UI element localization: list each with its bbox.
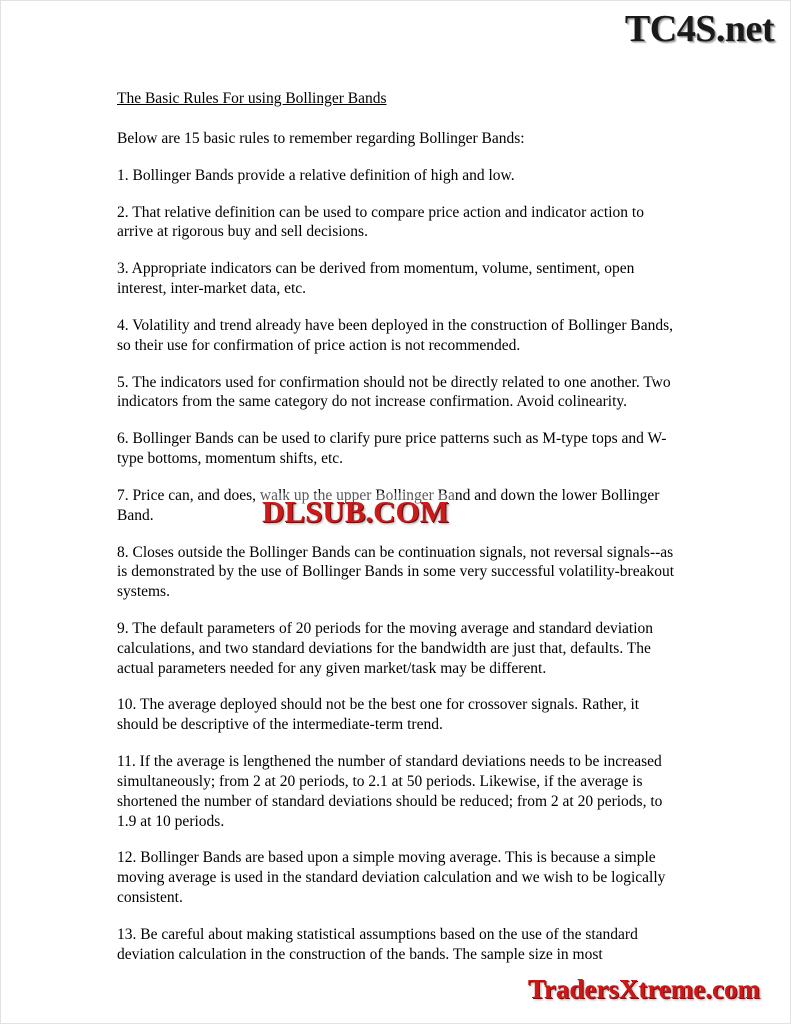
rule-item: 10. The average deployed should not be the best one for crossover signals. Rather, it should be descriptive of the intermediate-term trend. bbox=[117, 696, 640, 734]
rule-item: 7. Price can, and does, walk up the upper Bollinger Band and down the lower Bollinger Band. bbox=[117, 486, 660, 524]
rule-item: 1. Bollinger Bands provide a relative definition of high and low. bbox=[117, 166, 515, 184]
rule-item: 8. Closes outside the Bollinger Bands can be continuation signals, not reversal signals--as is demonstrated by the use of Bollinger Bands in some very successful volatility-breakout systems. bbox=[117, 543, 675, 601]
rule-item: 9. The default parameters of 20 periods for the moving average and standard deviation calculations, and two standard deviations for the bandwidth are just that, defaults. The actual parameters needed for any given market/task may be different. bbox=[117, 620, 653, 677]
tradersxtreme-watermark: TradersXtreme.com bbox=[527, 974, 760, 1004]
rule-item: 2. That relative definition can be used to compare price action and indicator action to arrive at rigorous buy and sell decisions. bbox=[117, 203, 644, 241]
intro-paragraph: Below are 15 basic rules to remember regarding Bollinger Bands: bbox=[117, 129, 525, 147]
dlsub-watermark: DLSUB.COM bbox=[256, 493, 455, 531]
page-title: The Basic Rules For using Bollinger Bands bbox=[117, 90, 387, 107]
rule-item: 5. The indicators used for confirmation should not be directly related to one another. Two indicators from the same category do not increase confirmation. Avoid colinearity. bbox=[117, 373, 671, 411]
document-body bbox=[117, 89, 679, 982]
rule-item: 11. If the average is lengthened the number of standard deviations needs to be increased simultaneously; from 2 at 20 periods, to 2.1 at 50 periods. Likewise, if the average is shortened the number of standard deviations should be reduced; from 2 at 20 periods, to 1.9 at 10 periods. bbox=[117, 753, 663, 830]
rule-item: 4. Volatility and trend already have been deployed in the construction of Bollinger Bands, so their use for confirmation of price action is not recommended. bbox=[117, 316, 674, 354]
rule-item: 12. Bollinger Bands are based upon a simple moving average. This is because a simple moving average is used in the standard deviation calculation and we wish to be logically consistent. bbox=[117, 849, 666, 907]
tc4s-watermark: TC4S.net bbox=[624, 8, 774, 50]
rule-item: 3. Appropriate indicators can be derived from momentum, volume, sentiment, open interest, inter-market data, etc. bbox=[117, 260, 635, 298]
rule-item: 13. Be careful about making statistical assumptions based on the use of the standard deviation calculation in the construction of the bands. The sample size in most bbox=[117, 925, 638, 963]
rule-item: 6. Bollinger Bands can be used to clarify pure price patterns such as M-type tops and W-type bottoms, momentum shifts, etc. bbox=[117, 430, 667, 468]
